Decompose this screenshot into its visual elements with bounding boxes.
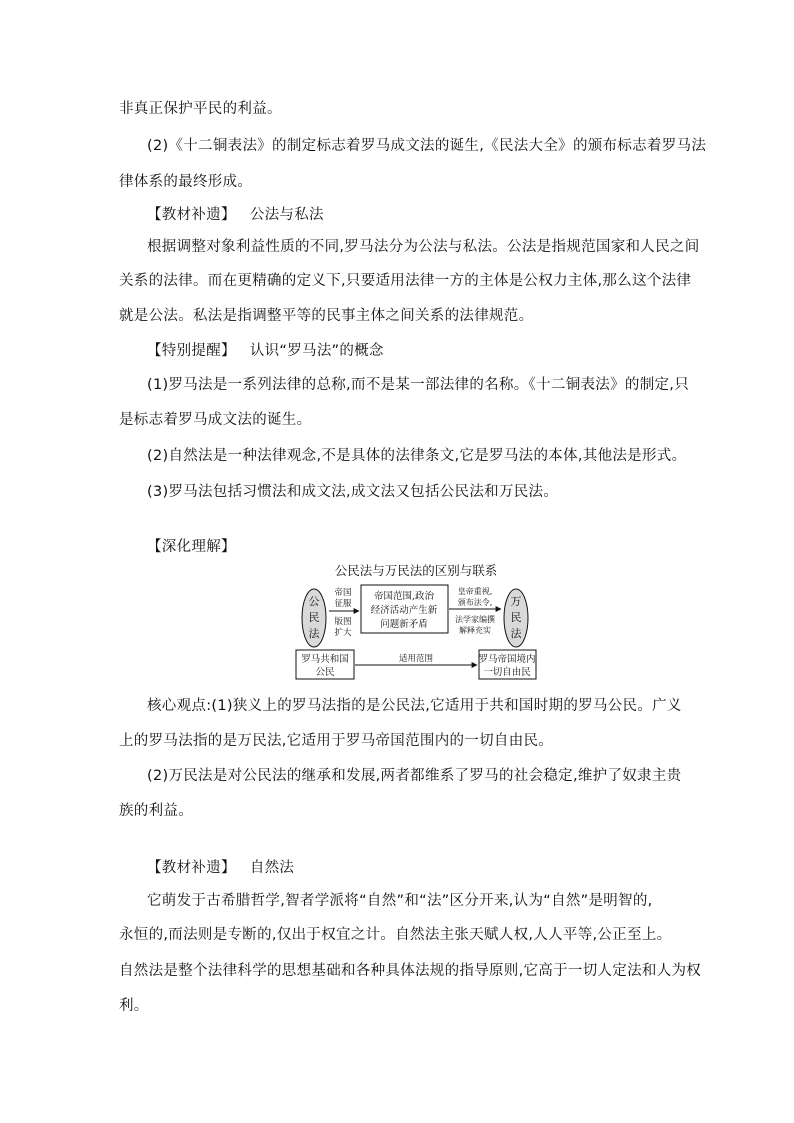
- paragraph-line: 就是公法。私法是指调整平等的民事主体之间关系的法律规范。: [119, 308, 534, 324]
- paragraph-line: 永恒的,而法则是专断的,仅出于权宜之计。自然法主张天赋人权,人人平等,公正至上。: [119, 927, 672, 943]
- paragraph-line: 它萌发于古希腊哲学,智者学派将“自然”和“法”区分开来,认为“自然”是明智的,: [147, 893, 653, 909]
- center-box-line: 帝国范围,政治: [373, 591, 435, 602]
- section-tag: 【特别提醒】: [147, 343, 236, 359]
- paragraph-line: 核心观点:(1)狭义上的罗马法指的是公民法,它适用于共和国时期的罗马公民。广义: [147, 698, 682, 714]
- right-oval-char: 法: [510, 627, 522, 640]
- section-heading-supplement: [147, 205, 324, 225]
- left-oval-char: 法: [308, 627, 320, 640]
- section-heading-supplement: [147, 858, 294, 878]
- left-arrow-label: 征服: [334, 599, 352, 609]
- right-arrow-label: 解释充实: [459, 626, 491, 635]
- paragraph-line: 非真正保护平民的利益。: [119, 101, 282, 117]
- relation-diagram: [291, 558, 541, 686]
- paragraph-line: 利。: [119, 998, 149, 1014]
- bottom-arrow-label: 适用范围: [398, 654, 434, 664]
- section-heading-reminder: [147, 341, 384, 361]
- diagram-title: 公民法与万民法的区别与联系: [334, 563, 498, 578]
- bottom-right-box-line: 罗马帝国境内: [478, 654, 536, 665]
- paragraph-line: (2)自然法是一种法律观念,不是具体的法律条文,它是罗马法的本体,其他法是形式。: [147, 448, 687, 464]
- section-tag: 【教材补遗】: [147, 207, 236, 223]
- paragraph-line: (3)罗马法包括习惯法和成文法,成文法又包括公民法和万民法。: [147, 484, 559, 500]
- bottom-right-box-line: 一切自由民: [483, 667, 531, 678]
- center-box-line: 问题新矛盾: [380, 619, 428, 630]
- left-arrow-label: 扩大: [334, 628, 352, 638]
- paragraph-line: (1)罗马法是一系列法律的总称,而不是某一部法律的名称。《十二铜表法》的制定,只: [147, 377, 690, 393]
- section-title: 公法与私法: [249, 207, 324, 223]
- paragraph-line: 是标志着罗马成文法的诞生。: [119, 412, 312, 428]
- paragraph-line: 根据调整对象利益性质的不同,罗马法分为公法与私法。公法是指规范国家和人民之间: [147, 239, 700, 255]
- paragraph-line: 族的利益。: [119, 803, 193, 819]
- left-arrow-label: 版图: [334, 617, 352, 627]
- right-arrow-label: 法学家编撰: [455, 615, 495, 624]
- paragraph-line: 律体系的最终形成。: [119, 174, 253, 190]
- left-arrow-label: 帝国: [334, 588, 352, 598]
- section-title: 自然法: [249, 860, 295, 876]
- left-oval-char: 民: [308, 611, 320, 624]
- paragraph-line: 自然法是整个法律科学的思想基础和各种具体法规的指导原则,它高于一切人定法和人为权: [119, 963, 702, 979]
- center-box-line: 经济活动产生新: [370, 605, 438, 616]
- bottom-left-box-line: 公民: [315, 667, 335, 678]
- right-arrow-label: 皇帝重视,: [457, 587, 493, 596]
- section-tag: 【深化理解】: [147, 539, 236, 555]
- paragraph-line: (2)《十二铜表法》的制定标志着罗马成文法的诞生,《民法大全》的颁布标志着罗马法: [147, 138, 707, 154]
- section-heading-deepen: [147, 537, 236, 557]
- right-oval-char: 民: [510, 611, 522, 624]
- section-tag: 【教材补遗】: [147, 860, 236, 876]
- right-oval-char: 万: [510, 595, 522, 608]
- paragraph-line: (2)万民法是对公民法的继承和发展,两者都维系了罗马的社会稳定,维护了奴隶主贵: [147, 768, 682, 784]
- paragraph-line: 关系的法律。而在更精确的定义下,只要适用法律一方的主体是公权力主体,那么这个法律: [119, 273, 692, 289]
- section-title: 认识“罗马法”的概念: [249, 343, 384, 359]
- right-arrow-label: 颁布法令,: [457, 598, 493, 607]
- paragraph-line: 上的罗马法指的是万民法,它适用于罗马帝国范围内的一切自由民。: [119, 733, 554, 749]
- left-oval-char: 公: [308, 595, 320, 608]
- bottom-left-box-line: 罗马共和国: [301, 654, 349, 665]
